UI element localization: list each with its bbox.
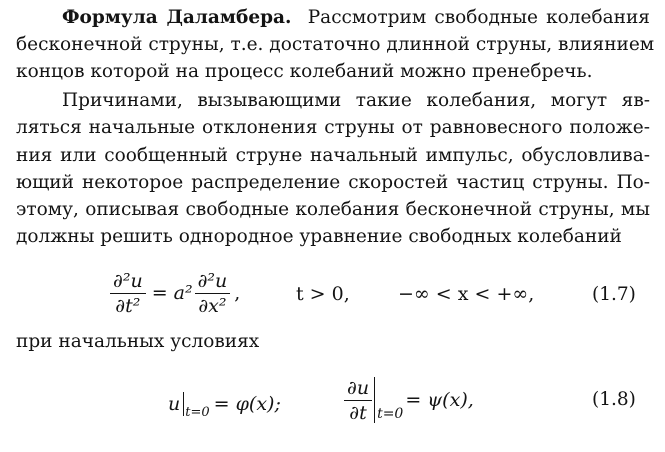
u-right-side: = φ(x); [213, 393, 281, 415]
condition-t: t > 0, [296, 283, 350, 305]
paragraph2-line5: этому, описывая свободные колебания бесконечной струны, мы [16, 199, 650, 220]
equation-1-7: $\frac{\text{∂²u}}{\text{∂t²}}$ = a² $\frac{\text{∂²u}}{\text{∂x²}}$ , [108, 262, 240, 324]
rhs-denominator: ∂x² [198, 294, 227, 317]
u-subscript: t=0 [185, 404, 210, 420]
paragraph2-line1: Причинами, вызывающими такие колебания, могут яв- [62, 90, 650, 111]
paragraph2-line2: ляться начальные отклонения струны от равновесного положе- [16, 117, 650, 138]
u-symbol: u [168, 393, 181, 415]
du-right-side: = ψ(x), [405, 389, 474, 411]
evaluation-bar [183, 392, 184, 416]
rhs-fraction [195, 269, 231, 318]
lhs-numerator: ∂²u [110, 269, 146, 294]
equals-a-squared: = a² [151, 282, 193, 304]
du-numerator: ∂u [344, 376, 372, 401]
du-subscript: t=0 [377, 406, 404, 422]
derivative-evaluation-bar [374, 377, 375, 423]
paragraph1-line3: концов которой на процесс колебаний можно пренебречь. [16, 61, 593, 82]
equation-number-1-7: (1.7) [592, 284, 636, 305]
equation-1-8-left [168, 384, 281, 424]
paragraph1-line2: бесконечной струны, т.е. достаточно длинной струны, влиянием [16, 34, 655, 55]
du-fraction [344, 376, 372, 425]
paragraph1-line1-text: Рассмотрим свободные колебания [307, 7, 650, 28]
rhs-numerator: ∂²u [195, 269, 231, 294]
paragraph2-line4: ющий некоторое распределение скоростей частиц струны. По- [16, 172, 650, 193]
equation-1-8-right [342, 370, 474, 430]
section-title: Формула Даламбера. [62, 7, 292, 28]
paragraph1-line1 [62, 6, 650, 30]
equation-number-1-8: (1.8) [592, 389, 636, 410]
du-denominator: ∂t [349, 401, 367, 424]
paragraph2-line3: ния или сообщенный струне начальный импульс, обусловлива- [16, 145, 650, 166]
paragraph2-line6: должны решить однородное уравнение свободных колебаний [16, 226, 622, 247]
initial-conditions-text: при начальных условиях [16, 331, 260, 352]
condition-x: −∞ < x < +∞, [398, 283, 535, 305]
lhs-fraction [110, 269, 146, 318]
lhs-denominator: ∂t² [115, 294, 141, 317]
